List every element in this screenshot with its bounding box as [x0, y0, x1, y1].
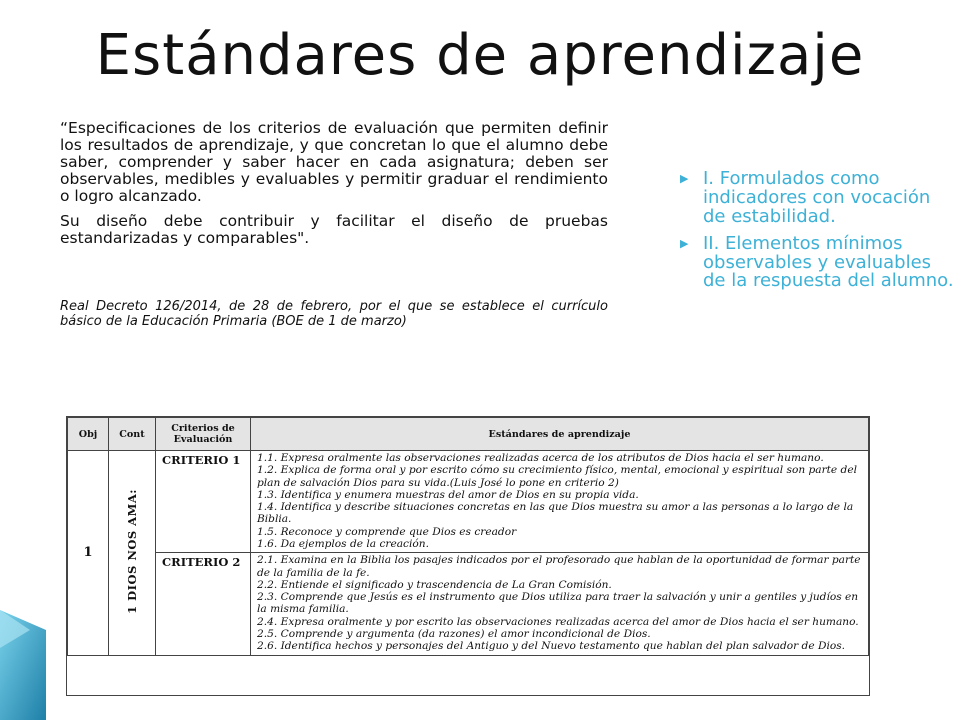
header-estandares: Estándares de aprendizaje [251, 418, 869, 451]
header-cont: Cont [109, 418, 156, 451]
decorative-corner-shape [0, 600, 46, 720]
criterio-cell: CRITERIO 2 [156, 553, 251, 655]
standard-item: 2.3. Comprende que Jesús es el instrumento que Dios utiliza para traer la salvación y unir a gentiles y judíos en la misma familia. [257, 591, 859, 616]
slide-title: Estándares de aprendizaje [95, 23, 865, 88]
bullet-item [676, 232, 956, 292]
cont-vertical-label: 1 DIOS NOS AMA: [125, 488, 139, 614]
table-row [68, 451, 869, 553]
table-row [68, 553, 869, 655]
standards-cell [251, 553, 869, 655]
triangle-bullet-icon: ▶ [680, 172, 689, 185]
bullet-text: I. Formulados como indicadores con vocación de estabilidad. [703, 168, 931, 227]
quote-paragraph-1: “Especificaciones de los criterios de evaluación que permiten definir los resultados de aprendizaje, y que concretan lo que el alumno debe saber, comprender y saber hacer en cada asignatura; deben ser observables, medibles y evaluables y permitir graduar el rendimiento o logro alcanzado. [60, 119, 608, 206]
header-obj: Obj [68, 418, 109, 451]
standard-item: 2.2. Entiende el significado y trascendencia de La Gran Comisión. [257, 578, 612, 591]
cont-cell [109, 451, 156, 656]
standard-item: 1.6. Da ejemplos de la creación. [257, 537, 429, 550]
legal-reference: Real Decreto 126/2014, de 28 de febrero, por el que se establece el currículo básico de la Educación Primaria (BOE de 1 de marzo) [60, 299, 608, 329]
standards-table [66, 416, 870, 696]
standard-item: 2.5. Comprende y argumenta (da razones) el amor incondicional de Dios. [257, 627, 651, 640]
standard-item: 1.1. Expresa oralmente las observaciones realizadas acerca de los atributos de Dios hacia el ser humano. [257, 452, 824, 464]
obj-cell: 1 [68, 451, 109, 656]
standard-item: 2.1. Examina en la Biblia los pasajes indicados por el profesorado que hablan de la oportunidad de formar parte de la familia de la fe. [257, 554, 861, 579]
bullet-text: II. Elementos mínimos observables y evaluables de la respuesta del alumno. [703, 232, 954, 292]
criterio-cell: CRITERIO 1 [156, 451, 251, 553]
triangle-bullet-icon: ▶ [680, 236, 689, 250]
standard-item: 1.5. Reconoce y comprende que Dios es creador [257, 525, 517, 538]
table-header-row [68, 418, 869, 451]
standard-item: 2.4. Expresa oralmente y por escrito las observaciones realizadas acerca del amor de Dios hacia el ser humano. [257, 615, 859, 628]
standards-cell [251, 451, 869, 553]
definition-quote [60, 120, 608, 255]
header-criterios: Criterios de Evaluación [156, 418, 251, 451]
bullet-list [676, 170, 956, 299]
quote-paragraph-2: Su diseño debe contribuir y facilitar el diseño de pruebas estandarizadas y comparables". [60, 212, 608, 248]
standard-item: 1.3. Identifica y enumera muestras del amor de Dios en su propia vida. [257, 488, 639, 501]
standard-item: 2.6. Identifica hechos y personajes del Antiguo y del Nuevo testamento que hablan del plan salvador de Dios. [257, 640, 846, 653]
bullet-item [676, 170, 956, 227]
standard-item: 1.4. Identifica y describe situaciones concretas en las que Dios muestra su amor a las personas a lo largo de la Biblia. [257, 501, 854, 526]
standard-item: 1.2. Explica de forma oral y por escrito cómo su crecimiento físico, mental, emocional y espiritual son parte del plan de salvación Dios para su vida.(Luis José lo pone en criterio 2) [257, 464, 858, 489]
